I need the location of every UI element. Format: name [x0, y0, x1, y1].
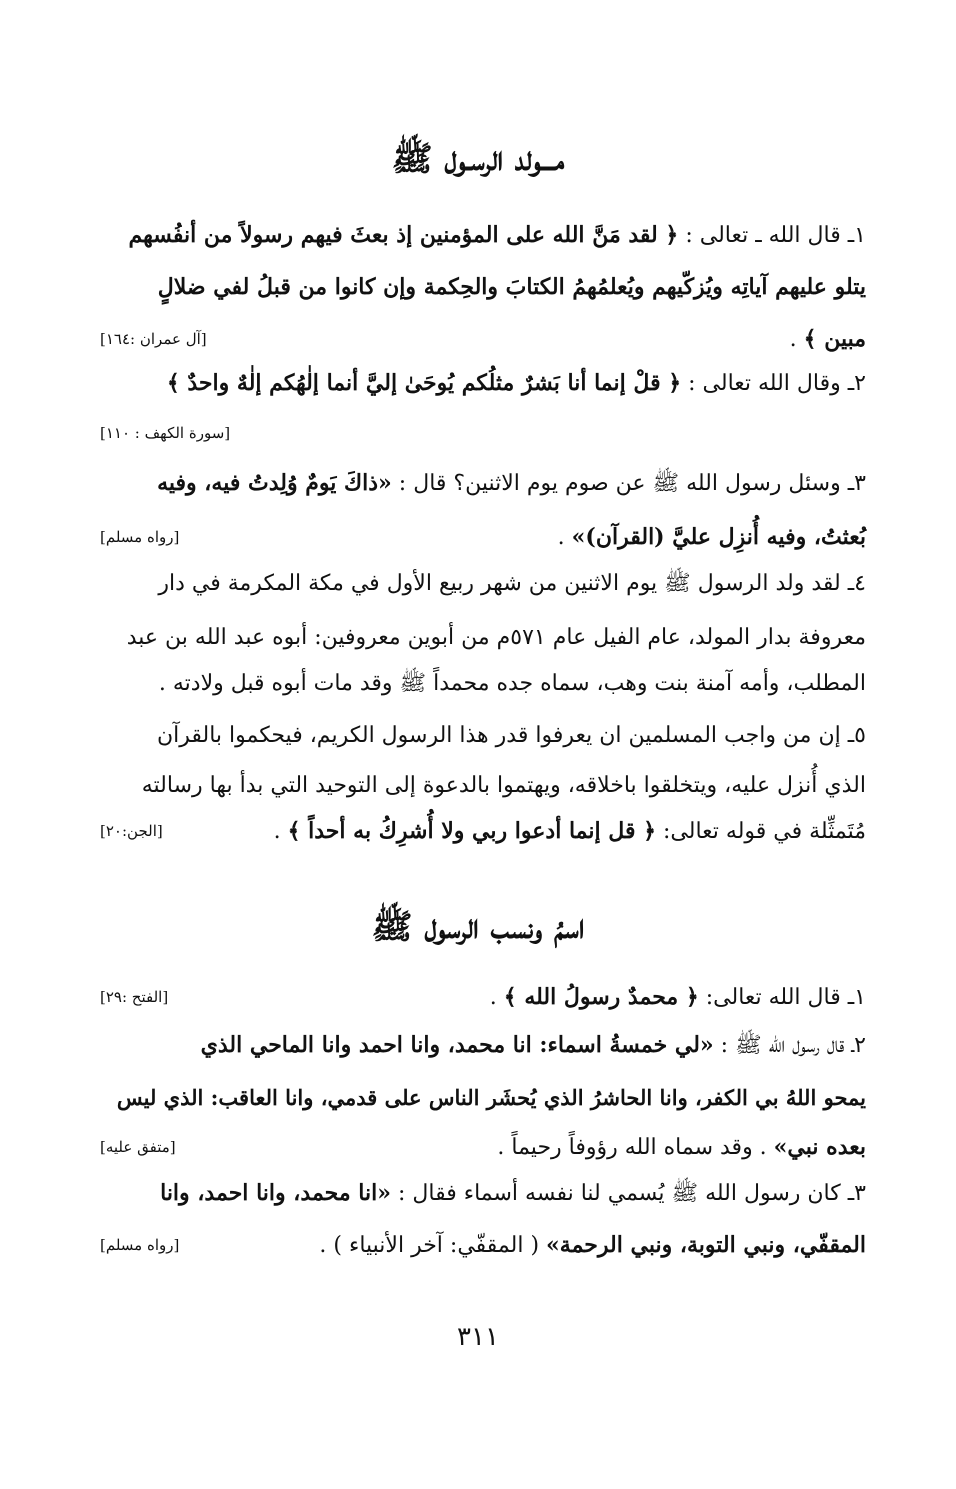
bold-text: بعده نبي»	[773, 1134, 866, 1160]
text-line	[100, 1170, 866, 1220]
text-line	[100, 314, 866, 364]
bold-text: ﴿ محمدٌ رسولُ الله ﴾	[503, 984, 699, 1010]
plain-text: . وقد سماه الله رؤوفاً رحيماً .	[497, 1135, 774, 1160]
plain-text: .	[789, 327, 804, 352]
citation: [متفق عليه]	[100, 1138, 176, 1156]
citation: [الفتح :٢٩]	[100, 988, 169, 1006]
plain-text: ٤ـ لقد ولد الرسول ﷺ يوم الاثنين من شهر ربيع الأول في مكة المكرمة في دار	[158, 571, 866, 596]
text-line	[100, 358, 866, 408]
bold-text: ﴿ قل إنما أدعوا ربي ولا أُشرِكُ به أحداً ﴾	[287, 818, 657, 844]
line-text	[167, 370, 866, 396]
line-text	[157, 469, 866, 501]
bold-text: «ذاكَ يَومٌ وُلِدتُ فيه، وفيه	[157, 470, 392, 496]
line-text	[790, 326, 866, 352]
plain-text: ( المقفّي: آخر الأنبياء ) .	[319, 1233, 547, 1258]
page-number: ٣١١	[457, 1322, 499, 1352]
text-line	[100, 408, 866, 458]
line-text	[158, 274, 866, 300]
citation: [الجن:٢٠]	[100, 822, 163, 840]
line-text	[158, 569, 866, 601]
plain-text: المطلب، وأمه آمنة بنت وهب، سماه جده محمداً ﷺ وقد مات أبوه قبل ولادته .	[158, 671, 866, 696]
citation: [رواه مسلم]	[100, 528, 180, 546]
plain-text: ٢ـ وقال الله تعالى :	[681, 371, 866, 396]
text-line	[100, 560, 866, 610]
plain-text: ١ـ قال الله ـ تعالى :	[678, 223, 866, 248]
bold-text: «لي خمسةُ اسماء: انا محمد، وانا احمد وانا الماحي الذي	[200, 1032, 714, 1058]
text-line	[100, 210, 866, 260]
line-text	[490, 984, 866, 1010]
line-text	[274, 818, 866, 844]
plain-text: ٢ـ قال رسول الله ﷺ :	[713, 1033, 866, 1058]
text-line	[100, 512, 866, 562]
plain-text: ٣ـ كان رسول الله ﷺ يُسمي لنا نفسه أسماء فقال :	[391, 1181, 866, 1206]
text-line	[100, 806, 866, 856]
line-text	[127, 624, 866, 650]
text-line	[100, 460, 866, 510]
text-line	[100, 1072, 866, 1122]
plain-text: .	[273, 819, 288, 844]
bold-text: بُعثتُ، وفيه أُنزِل عليَّ (القرآن)»	[571, 524, 866, 550]
line-text	[157, 722, 866, 748]
bold-text: مبين ﴾	[803, 326, 866, 352]
text-line	[100, 1022, 866, 1072]
bold-text: المقفّي، ونبي التوبة، ونبي الرحمة»	[546, 1232, 866, 1258]
bold-text: يمحو اللهُ بي الكفر، وانا الحاشرُ الذي يُحشَر الناس على قدمي، وانا العاقب: الذي ليس	[116, 1084, 866, 1110]
bold-text: يتلو عليهم آياتِه ويُزكّيهم ويُعلمُهمُ الكتابَ والحِكمة وإن كانوا من قبلُ لفي ضلالٍ	[157, 274, 866, 300]
section-title-birth: مـــولد الرسـول ﷺ	[391, 139, 565, 179]
citation: [رواه مسلم]	[100, 1236, 180, 1254]
line-text	[201, 1031, 866, 1063]
line-text	[558, 524, 866, 550]
line-text	[319, 1232, 866, 1258]
bold-text: ﴿ قلْ إنما أنا بَشرٌ مثلُكم يُوحَىٰ إليَّ أنما إلٰهُكم إلٰهٌ واحدٌ ﴾	[166, 370, 682, 396]
bold-text: ﴿ لقد مَنَّ الله على المؤمنين إذ بعثَ فيهم رسولاً من أنفُسهم	[128, 222, 679, 248]
line-text	[117, 1085, 866, 1110]
plain-text: ٣ـ وسئل رسول الله ﷺ عن صوم يوم الاثنين؟ قال :	[391, 471, 866, 496]
text-line	[100, 972, 866, 1022]
line-text	[160, 1179, 866, 1211]
line-text	[128, 222, 866, 248]
text-line	[100, 710, 866, 760]
line-text	[159, 669, 866, 701]
citation: [سورة الكهف : ١١٠]	[100, 424, 231, 442]
plain-text: مُتَمثِّلة في قوله تعالى:	[656, 819, 866, 844]
section-title-name-lineage: اسمُ ونسب الرسول ﷺ	[371, 907, 585, 947]
text-line	[100, 1122, 866, 1172]
plain-text: .	[557, 525, 572, 550]
text-line	[100, 612, 866, 662]
text-line	[100, 262, 866, 312]
plain-text: ١ـ قال الله تعالى:	[698, 985, 866, 1010]
text-line	[100, 660, 866, 710]
bold-text: «انا محمد، وانا احمد، وانا	[160, 1180, 391, 1206]
text-line	[100, 1220, 866, 1270]
line-text	[142, 772, 866, 798]
text-line	[100, 760, 866, 810]
plain-text: ٥ـ إن من واجب المسلمين ان يعرفوا قدر هذا الرسول الكريم، فيحكموا بالقرآن	[156, 723, 866, 748]
plain-text: .	[489, 985, 504, 1010]
citation: [آل عمران :١٦٤]	[100, 330, 207, 348]
plain-text: معروفة بدار المولد، عام الفيل عام ٥٧١م من أبوين معروفين: أبوه عبد الله بن عبد	[126, 625, 866, 650]
line-text	[497, 1134, 866, 1160]
plain-text: الذي أُنزل عليه، ويتخلقوا باخلاقه، ويهتموا بالدعوة إلى التوحيد التي بدأ بها رسالته	[141, 773, 866, 798]
